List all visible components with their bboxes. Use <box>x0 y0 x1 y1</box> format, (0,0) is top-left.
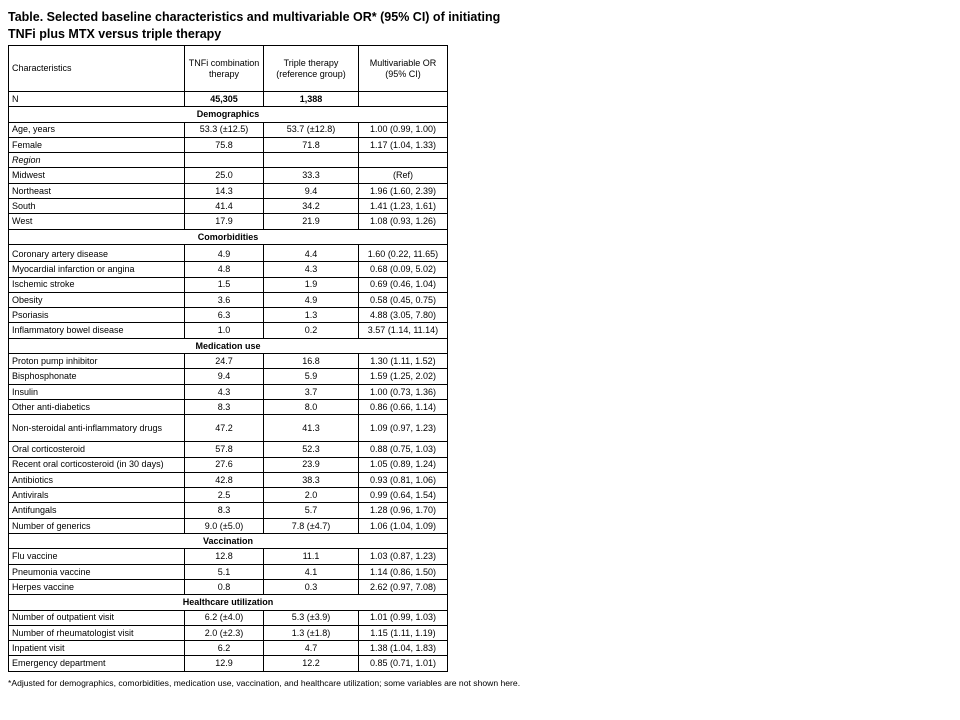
row-label: Antibiotics <box>9 472 185 487</box>
empty-cell <box>185 153 264 168</box>
cell-triple: 8.0 <box>264 399 359 414</box>
table-row <box>9 137 448 152</box>
cell-triple: 53.7 (±12.8) <box>264 122 359 137</box>
cell-tnfi: 53.3 (±12.5) <box>185 122 264 137</box>
cell-tnfi: 0.8 <box>185 579 264 594</box>
section-header-row <box>9 338 448 353</box>
cell-triple: 0.2 <box>264 323 359 338</box>
row-label: Recent oral corticosteroid (in 30 days) <box>9 457 185 472</box>
table-row <box>9 625 448 640</box>
section-header-row <box>9 229 448 244</box>
table-row <box>9 503 448 518</box>
cell-triple: 38.3 <box>264 472 359 487</box>
cell-tnfi: 75.8 <box>185 137 264 152</box>
row-label: Antivirals <box>9 488 185 503</box>
cell-triple: 2.0 <box>264 488 359 503</box>
table-row <box>9 442 448 457</box>
cell-tnfi: 57.8 <box>185 442 264 457</box>
row-label: West <box>9 214 185 229</box>
table-row <box>9 92 448 107</box>
empty-cell <box>264 153 359 168</box>
cell-triple: 21.9 <box>264 214 359 229</box>
cell-triple: 0.3 <box>264 579 359 594</box>
cell-or: 2.62 (0.97, 7.08) <box>359 579 448 594</box>
cell-tnfi: 14.3 <box>185 183 264 198</box>
cell-tnfi: 45,305 <box>185 92 264 107</box>
cell-or: 1.17 (1.04, 1.33) <box>359 137 448 152</box>
cell-or: 1.01 (0.99, 1.03) <box>359 610 448 625</box>
cell-triple: 1.3 <box>264 308 359 323</box>
row-label: Proton pump inhibitor <box>9 354 185 369</box>
row-label: Age, years <box>9 122 185 137</box>
table-row <box>9 122 448 137</box>
header-tnfi: TNFi combination therapy <box>185 46 264 92</box>
cell-or: 1.96 (1.60, 2.39) <box>359 183 448 198</box>
cell-triple: 4.7 <box>264 641 359 656</box>
section-header-row <box>9 534 448 549</box>
table-row <box>9 183 448 198</box>
cell-triple: 12.2 <box>264 656 359 671</box>
cell-or: 1.41 (1.23, 1.61) <box>359 199 448 214</box>
cell-or: 0.85 (0.71, 1.01) <box>359 656 448 671</box>
table-row <box>9 549 448 564</box>
header-characteristics: Characteristics <box>9 46 185 92</box>
cell-tnfi: 8.3 <box>185 503 264 518</box>
row-label: Insulin <box>9 384 185 399</box>
table-row <box>9 399 448 414</box>
row-label: Bisphosphonate <box>9 369 185 384</box>
cell-tnfi: 2.5 <box>185 488 264 503</box>
table-row <box>9 579 448 594</box>
cell-tnfi: 3.6 <box>185 292 264 307</box>
table-title: Table. Selected baseline characteristics and multivariable OR* (95% CI) of initiating TNFi plus MTX versus triple therapy <box>8 10 501 41</box>
cell-or: 1.03 (0.87, 1.23) <box>359 549 448 564</box>
cell-or: 1.05 (0.89, 1.24) <box>359 457 448 472</box>
cell-or: 0.99 (0.64, 1.54) <box>359 488 448 503</box>
section-label: Medication use <box>9 338 448 353</box>
cell-or: 1.28 (0.96, 1.70) <box>359 503 448 518</box>
cell-triple: 34.2 <box>264 199 359 214</box>
cell-or: 1.14 (0.86, 1.50) <box>359 564 448 579</box>
cell-or: 1.59 (1.25, 2.02) <box>359 369 448 384</box>
table-row <box>9 610 448 625</box>
table-row <box>9 472 448 487</box>
cell-or: 0.68 (0.09, 5.02) <box>359 262 448 277</box>
table-row <box>9 214 448 229</box>
table-row <box>9 384 448 399</box>
row-label: Other anti-diabetics <box>9 399 185 414</box>
header-triple: Triple therapy (reference group) <box>264 46 359 92</box>
row-label: Obesity <box>9 292 185 307</box>
cell-triple: 16.8 <box>264 354 359 369</box>
section-label: Comorbidities <box>9 229 448 244</box>
cell-tnfi: 4.8 <box>185 262 264 277</box>
subgroup-row <box>9 153 448 168</box>
table-row <box>9 262 448 277</box>
cell-tnfi: 2.0 (±2.3) <box>185 625 264 640</box>
row-label: Number of outpatient visit <box>9 610 185 625</box>
table-body <box>9 46 448 672</box>
cell-tnfi: 6.3 <box>185 308 264 323</box>
cell-tnfi: 5.1 <box>185 564 264 579</box>
row-label: Number of rheumatologist visit <box>9 625 185 640</box>
table-row <box>9 564 448 579</box>
cell-or: 1.09 (0.97, 1.23) <box>359 415 448 442</box>
cell-triple: 1,388 <box>264 92 359 107</box>
cell-triple: 1.9 <box>264 277 359 292</box>
section-label: Vaccination <box>9 534 448 549</box>
cell-tnfi: 41.4 <box>185 199 264 214</box>
cell-tnfi: 47.2 <box>185 415 264 442</box>
row-label: Inpatient visit <box>9 641 185 656</box>
cell-or: 0.58 (0.45, 0.75) <box>359 292 448 307</box>
table-row <box>9 323 448 338</box>
table-row <box>9 488 448 503</box>
cell-tnfi: 25.0 <box>185 168 264 183</box>
cell-triple: 52.3 <box>264 442 359 457</box>
cell-tnfi: 9.4 <box>185 369 264 384</box>
cell-or: 1.15 (1.11, 1.19) <box>359 625 448 640</box>
cell-triple: 33.3 <box>264 168 359 183</box>
cell-or: 0.69 (0.46, 1.04) <box>359 277 448 292</box>
row-label: Number of generics <box>9 518 185 533</box>
cell-triple: 9.4 <box>264 183 359 198</box>
row-label: Emergency department <box>9 656 185 671</box>
row-label: South <box>9 199 185 214</box>
cell-triple: 71.8 <box>264 137 359 152</box>
cell-tnfi: 27.6 <box>185 457 264 472</box>
row-label: Inflammatory bowel disease <box>9 323 185 338</box>
table-row <box>9 308 448 323</box>
table-row <box>9 292 448 307</box>
table-row <box>9 641 448 656</box>
row-label: Midwest <box>9 168 185 183</box>
cell-or: 1.30 (1.11, 1.52) <box>359 354 448 369</box>
cell-triple: 4.4 <box>264 244 359 261</box>
row-label: Myocardial infarction or angina <box>9 262 185 277</box>
table-row <box>9 244 448 261</box>
cell-tnfi: 4.3 <box>185 384 264 399</box>
cell-triple: 4.3 <box>264 262 359 277</box>
cell-triple: 5.3 (±3.9) <box>264 610 359 625</box>
table-row <box>9 656 448 671</box>
cell-triple: 1.3 (±1.8) <box>264 625 359 640</box>
cell-triple: 5.9 <box>264 369 359 384</box>
subgroup-label: Region <box>9 153 185 168</box>
row-label: Northeast <box>9 183 185 198</box>
cell-tnfi: 42.8 <box>185 472 264 487</box>
cell-tnfi: 24.7 <box>185 354 264 369</box>
characteristics-table <box>8 45 448 672</box>
cell-triple: 4.9 <box>264 292 359 307</box>
empty-cell <box>359 153 448 168</box>
section-header-row <box>9 595 448 610</box>
cell-or: 0.88 (0.75, 1.03) <box>359 442 448 457</box>
cell-tnfi: 1.0 <box>185 323 264 338</box>
cell-triple: 41.3 <box>264 415 359 442</box>
cell-tnfi: 4.9 <box>185 244 264 261</box>
table-row <box>9 199 448 214</box>
table-row <box>9 168 448 183</box>
cell-tnfi: 9.0 (±5.0) <box>185 518 264 533</box>
row-label: Coronary artery disease <box>9 244 185 261</box>
cell-tnfi: 8.3 <box>185 399 264 414</box>
cell-triple: 7.8 (±4.7) <box>264 518 359 533</box>
footnote: *Adjusted for demographics, comorbidities, medication use, vaccination, and healthcare utilization; some variables are not shown here. <box>8 678 521 688</box>
table-row <box>9 277 448 292</box>
row-label: Oral corticosteroid <box>9 442 185 457</box>
cell-or: 1.08 (0.93, 1.26) <box>359 214 448 229</box>
row-label: N <box>9 92 185 107</box>
row-label: Herpes vaccine <box>9 579 185 594</box>
row-label: Non-steroidal anti-inflammatory drugs <box>9 415 185 442</box>
cell-tnfi: 1.5 <box>185 277 264 292</box>
table-row <box>9 354 448 369</box>
cell-tnfi: 12.8 <box>185 549 264 564</box>
cell-or: 1.06 (1.04, 1.09) <box>359 518 448 533</box>
section-header-row <box>9 107 448 122</box>
cell-tnfi: 12.9 <box>185 656 264 671</box>
cell-or: 1.60 (0.22, 11.65) <box>359 244 448 261</box>
section-label: Healthcare utilization <box>9 595 448 610</box>
table-row <box>9 457 448 472</box>
cell-triple: 3.7 <box>264 384 359 399</box>
cell-or: 1.00 (0.99, 1.00) <box>359 122 448 137</box>
cell-triple: 23.9 <box>264 457 359 472</box>
row-label: Flu vaccine <box>9 549 185 564</box>
cell-or <box>359 92 448 107</box>
cell-or: 0.86 (0.66, 1.14) <box>359 399 448 414</box>
cell-or: 1.38 (1.04, 1.83) <box>359 641 448 656</box>
cell-or: 4.88 (3.05, 7.80) <box>359 308 448 323</box>
row-label: Ischemic stroke <box>9 277 185 292</box>
cell-or: 1.00 (0.73, 1.36) <box>359 384 448 399</box>
table-row <box>9 518 448 533</box>
cell-tnfi: 6.2 (±4.0) <box>185 610 264 625</box>
cell-triple: 11.1 <box>264 549 359 564</box>
row-label: Psoriasis <box>9 308 185 323</box>
row-label: Pneumonia vaccine <box>9 564 185 579</box>
section-label: Demographics <box>9 107 448 122</box>
row-label: Antifungals <box>9 503 185 518</box>
cell-triple: 5.7 <box>264 503 359 518</box>
cell-or: 0.93 (0.81, 1.06) <box>359 472 448 487</box>
header-or: Multivariable OR (95% CI) <box>359 46 448 92</box>
table-header-row <box>9 46 448 92</box>
cell-or: (Ref) <box>359 168 448 183</box>
cell-or: 3.57 (1.14, 11.14) <box>359 323 448 338</box>
table-row <box>9 369 448 384</box>
table-row <box>9 415 448 442</box>
row-label: Female <box>9 137 185 152</box>
cell-triple: 4.1 <box>264 564 359 579</box>
cell-tnfi: 17.9 <box>185 214 264 229</box>
cell-tnfi: 6.2 <box>185 641 264 656</box>
